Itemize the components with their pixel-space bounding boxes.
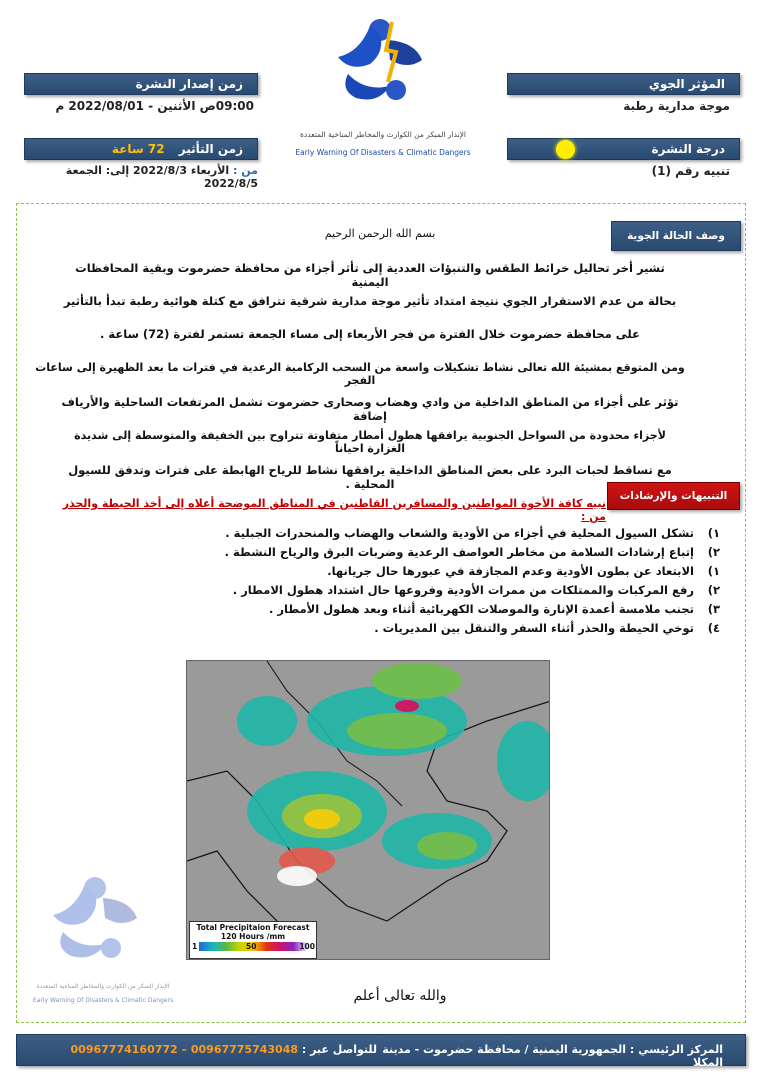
- level-label: درجة النشرة: [651, 142, 725, 156]
- watermark-logo: [40, 870, 150, 980]
- paragraph-line: ومن المتوقع بمشيئة الله تعالى نشاط تشكيلات واسعة من السحب الركامية الرعدية في فترات ما بعد الظهيرة إلى ساعات الفجر: [35, 361, 685, 387]
- impact-time-label: زمن التأثير: [178, 142, 243, 156]
- from-value: الأربعاء 2022/8/3: [133, 164, 230, 177]
- list-item: [200, 562, 720, 581]
- contact-phones: 00967775743048 – 00967774160772: [70, 1043, 299, 1056]
- legend-subtitle: 120 Hours /mm: [220, 932, 286, 941]
- watermark-caption-ar: الإنذار المبكر من الكوارث والمخاطر المناخية المتعددة: [36, 983, 170, 990]
- list-item: [200, 524, 720, 543]
- indicator-value: موجة مدارية رطبة: [623, 99, 730, 113]
- warning-number: تنبيه رقم (1): [651, 164, 730, 178]
- precipitation-map: [186, 660, 550, 960]
- from-label: من :: [233, 164, 258, 177]
- item-text: توخي الحيطة والحذر أثناء السفر والتنقل بين المديريات .: [374, 621, 694, 635]
- list-item: [200, 600, 720, 619]
- alerts-tab: التنبيهات والإرشادات: [607, 482, 740, 510]
- paragraph-line: على محافظة حضرموت خلال الفترة من فجر الأربعاء إلى مساء الجمعة تستمر لفترة (72) ساعة .: [100, 327, 640, 341]
- legend-title: Total Precipitaion Forecast: [196, 923, 310, 932]
- impact-time-hours: 72 ساعة: [111, 142, 165, 156]
- paragraph-line: تشير أخر تحاليل خرائط الطقس والتنبؤات العددية إلى تأثر أجزاء من محافظة حضرموت وبقية المحافظات اليمنية: [75, 261, 665, 289]
- logo-caption-ar: الإنذار المبكر من الكوارث والمخاطر المناخية المتعددة: [299, 130, 467, 139]
- center-logo: [330, 12, 430, 122]
- legend-mid: 50: [246, 942, 257, 951]
- item-number: ٢): [707, 583, 720, 597]
- footer-hq: المركز الرئيسي : الجمهورية اليمنية / محافظة حضرموت - مدينة المكلا: [382, 1043, 723, 1069]
- issue-time-header: [24, 73, 258, 95]
- list-item: [200, 581, 720, 600]
- basmala: بسم الله الرحمن الرحيم: [324, 227, 436, 240]
- footer-contact: [57, 1043, 377, 1056]
- item-number: ١): [707, 526, 720, 540]
- logo-caption-en: Early Warning Of Disasters & Climatic Dangers: [295, 148, 471, 157]
- legend-max: 100: [299, 942, 315, 951]
- item-text: تجنب ملامسة أعمدة الإنارة والموصلات الكهربائية أثناء وبعد هطول الأمطار .: [269, 602, 694, 616]
- issue-time-value: 09:00ص الأثنين - 2022/08/01 م: [55, 99, 254, 113]
- issue-time-label: زمن إصدار النشرة: [135, 77, 243, 91]
- item-number: ٣): [707, 602, 720, 616]
- alert-intro: نبيه كافة الأخوة المواطنين والمسافرين القاطنين في المناطق الموضحة أعلاه إلى أخذ الحيطة والحذر من :: [62, 497, 606, 523]
- item-number: ٤): [707, 621, 720, 635]
- alert-list: [200, 524, 720, 638]
- level-header: [507, 138, 740, 160]
- item-text: تشكل السيول المحلية في أجزاء من الأودية والشعاب والهضاب والمنحدرات الجبلية .: [225, 526, 694, 540]
- paragraph-line: مع تساقط لحبات البرد على بعض المناطق الداخلية يرافقها نشاط للرياح الهابطة على فترات وتدفق للسيول المحلية .: [68, 463, 672, 491]
- item-number: ٢): [707, 545, 720, 559]
- list-item: [200, 543, 720, 562]
- paragraph-line: لأجزاء محدودة من السواحل الجنوبية يرافقها هطول أمطار متفاوتة تتراوح بين الخفيفة والمتوسطة إلى شديدة الغزارة احياناً: [74, 429, 666, 455]
- weather-description-tab: وصف الحالة الجوية: [611, 221, 741, 251]
- impact-time-header: [24, 138, 258, 160]
- item-text: الابتعاد عن بطون الأودية وعدم المجازفة في عبورها حال جريانها.: [327, 564, 694, 578]
- contact-label: للتواصل عبر :: [301, 1043, 377, 1056]
- to-label: إلى:: [105, 164, 130, 177]
- paragraph-line: بحالة من عدم الاستقرار الجوي نتيجة امتداد تأثير موجة مدارية شرقية تترافق مع كتلة هوائية رطبة تبدأ بالتأثير: [63, 294, 677, 308]
- impact-period: [24, 164, 258, 190]
- legend-min: 1: [192, 942, 198, 951]
- item-text: رفع المركبات والممتلكات من ممرات الأودية وفروعها حال اشتداد هطول الامطار .: [232, 583, 694, 597]
- indicator-label: المؤثر الجوي: [648, 77, 725, 91]
- watermark-caption-en: Early Warning Of Disasters & Climatic Dangers: [32, 997, 174, 1004]
- to-value: الجمعة 2022/8/5: [65, 164, 258, 190]
- level-indicator-dot: [556, 140, 575, 159]
- item-text: إتباع إرشادات السلامة من مخاطر العواصف الرعدية وضربات البرق والرياح النشطة .: [224, 545, 694, 559]
- list-item: [200, 619, 720, 638]
- paragraph-line: تؤثر على أجزاء من المناطق الداخلية من وادي وهضاب وصحارى حضرموت تشمل المرتفعات الساحلية والأرياف إضافة: [61, 395, 679, 423]
- footer-bar: [16, 1034, 746, 1069]
- indicator-header: [507, 73, 740, 95]
- closing-text: والله تعالى أعلم: [353, 988, 447, 1004]
- map-legend: [189, 921, 317, 959]
- item-number: ١): [707, 564, 720, 578]
